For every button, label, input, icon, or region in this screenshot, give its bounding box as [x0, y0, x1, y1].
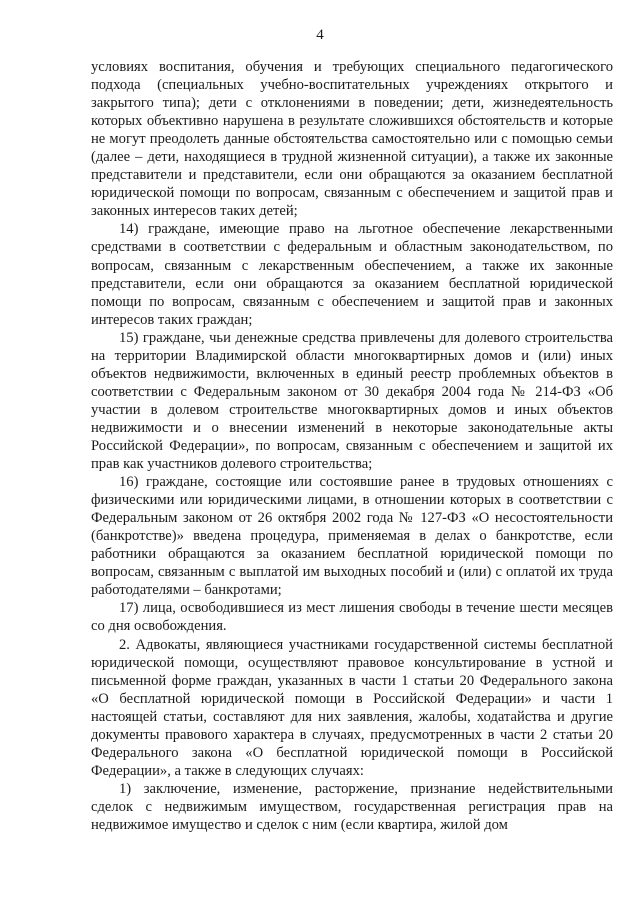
page-number: 4: [316, 27, 324, 43]
paragraph-section-2: 2. Адвокаты, являющиеся участниками государственной системы бесплатной юридической помощи, осуществляют правовое консультирование в устной и письменной форме граждан, указанных в части 1 статьи 20 Федерального закона «О бесплатной юридической помощи в Российской Федерации» и части 1 настоящей статьи, составляют для них заявления, жалобы, ходатайства и другие документы правового характера в случаях, предусмотренных в части 2 статьи 20 Федерального закона «О бесплатной юридической помощи в Российской Федерации», а также в следующих случаях:: [91, 636, 613, 779]
document-body: [91, 58, 613, 834]
paragraph-item-14: 14) граждане, имеющие право на льготное обеспечение лекарственными средствами в соответствии с федеральным и областным законодательством, по вопросам, связанным с лекарственным обеспечением, а также их законные представители, если они обращаются за оказанием бесплатной юридической помощи по вопросам, связанным с обеспечением и защитой прав и законных интересов таких граждан;: [91, 221, 613, 328]
paragraph-item-16: 16) граждане, состоящие или состоявшие ранее в трудовых отношениях с физическими или юридическими лицами, в отношении которых в соответствии с Федеральным законом от 26 октября 2002 года № 127-ФЗ «О несостоятельности (банкротстве)» введена процедура, применяемая в делах о банкротстве, если работники обращаются за оказанием бесплатной юридической помощи по вопросам, связанным с выплатой им выходных пособий и (или) с оплатой их труда работодателями – банкротами;: [91, 474, 613, 599]
paragraph-continuation: условиях воспитания, обучения и требующих специального педагогического подхода (специальных учебно-воспитательных учреждениях открытого и закрытого типа); дети с отклонениями в поведении; дети, жизнедеятельность которых объективно нарушена в результате сложившихся обстоятельств и которые не могут преодолеть данные обстоятельства самостоятельно или с помощью семьи (далее – дети, находящиеся в трудной жизненной ситуации), а также их законные представители и представители, если они обращаются за оказанием бесплатной юридической помощи по вопросам, связанным с обеспечением и защитой прав и законных интересов таких детей;: [91, 59, 613, 220]
paragraph-item-15: 15) граждане, чьи денежные средства привлечены для долевого строительства на территории Владимирской области многоквартирных домов и (или) иных объектов недвижимости, включенных в единый реестр проблемных объектов в соответствии с Федеральным законом от 30 декабря 2004 года № 214-ФЗ «Об участии в долевом строительстве многоквартирных домов и иных объектов недвижимости и о внесении изменений в некоторые законодательные акты Российской Федерации», по вопросам, связанным с обеспечением и защитой их прав как участников долевого строительства;: [91, 329, 613, 473]
paragraph-subitem-1: 1) заключение, изменение, расторжение, признание недействительными сделок с недвижимым имуществом, государственная регистрация прав на недвижимое имущество и сделок с ним (если квартира, жилой дом: [91, 780, 613, 833]
paragraph-item-17: 17) лица, освободившиеся из мест лишения свободы в течение шести месяцев со дня освобождения.: [91, 600, 613, 635]
